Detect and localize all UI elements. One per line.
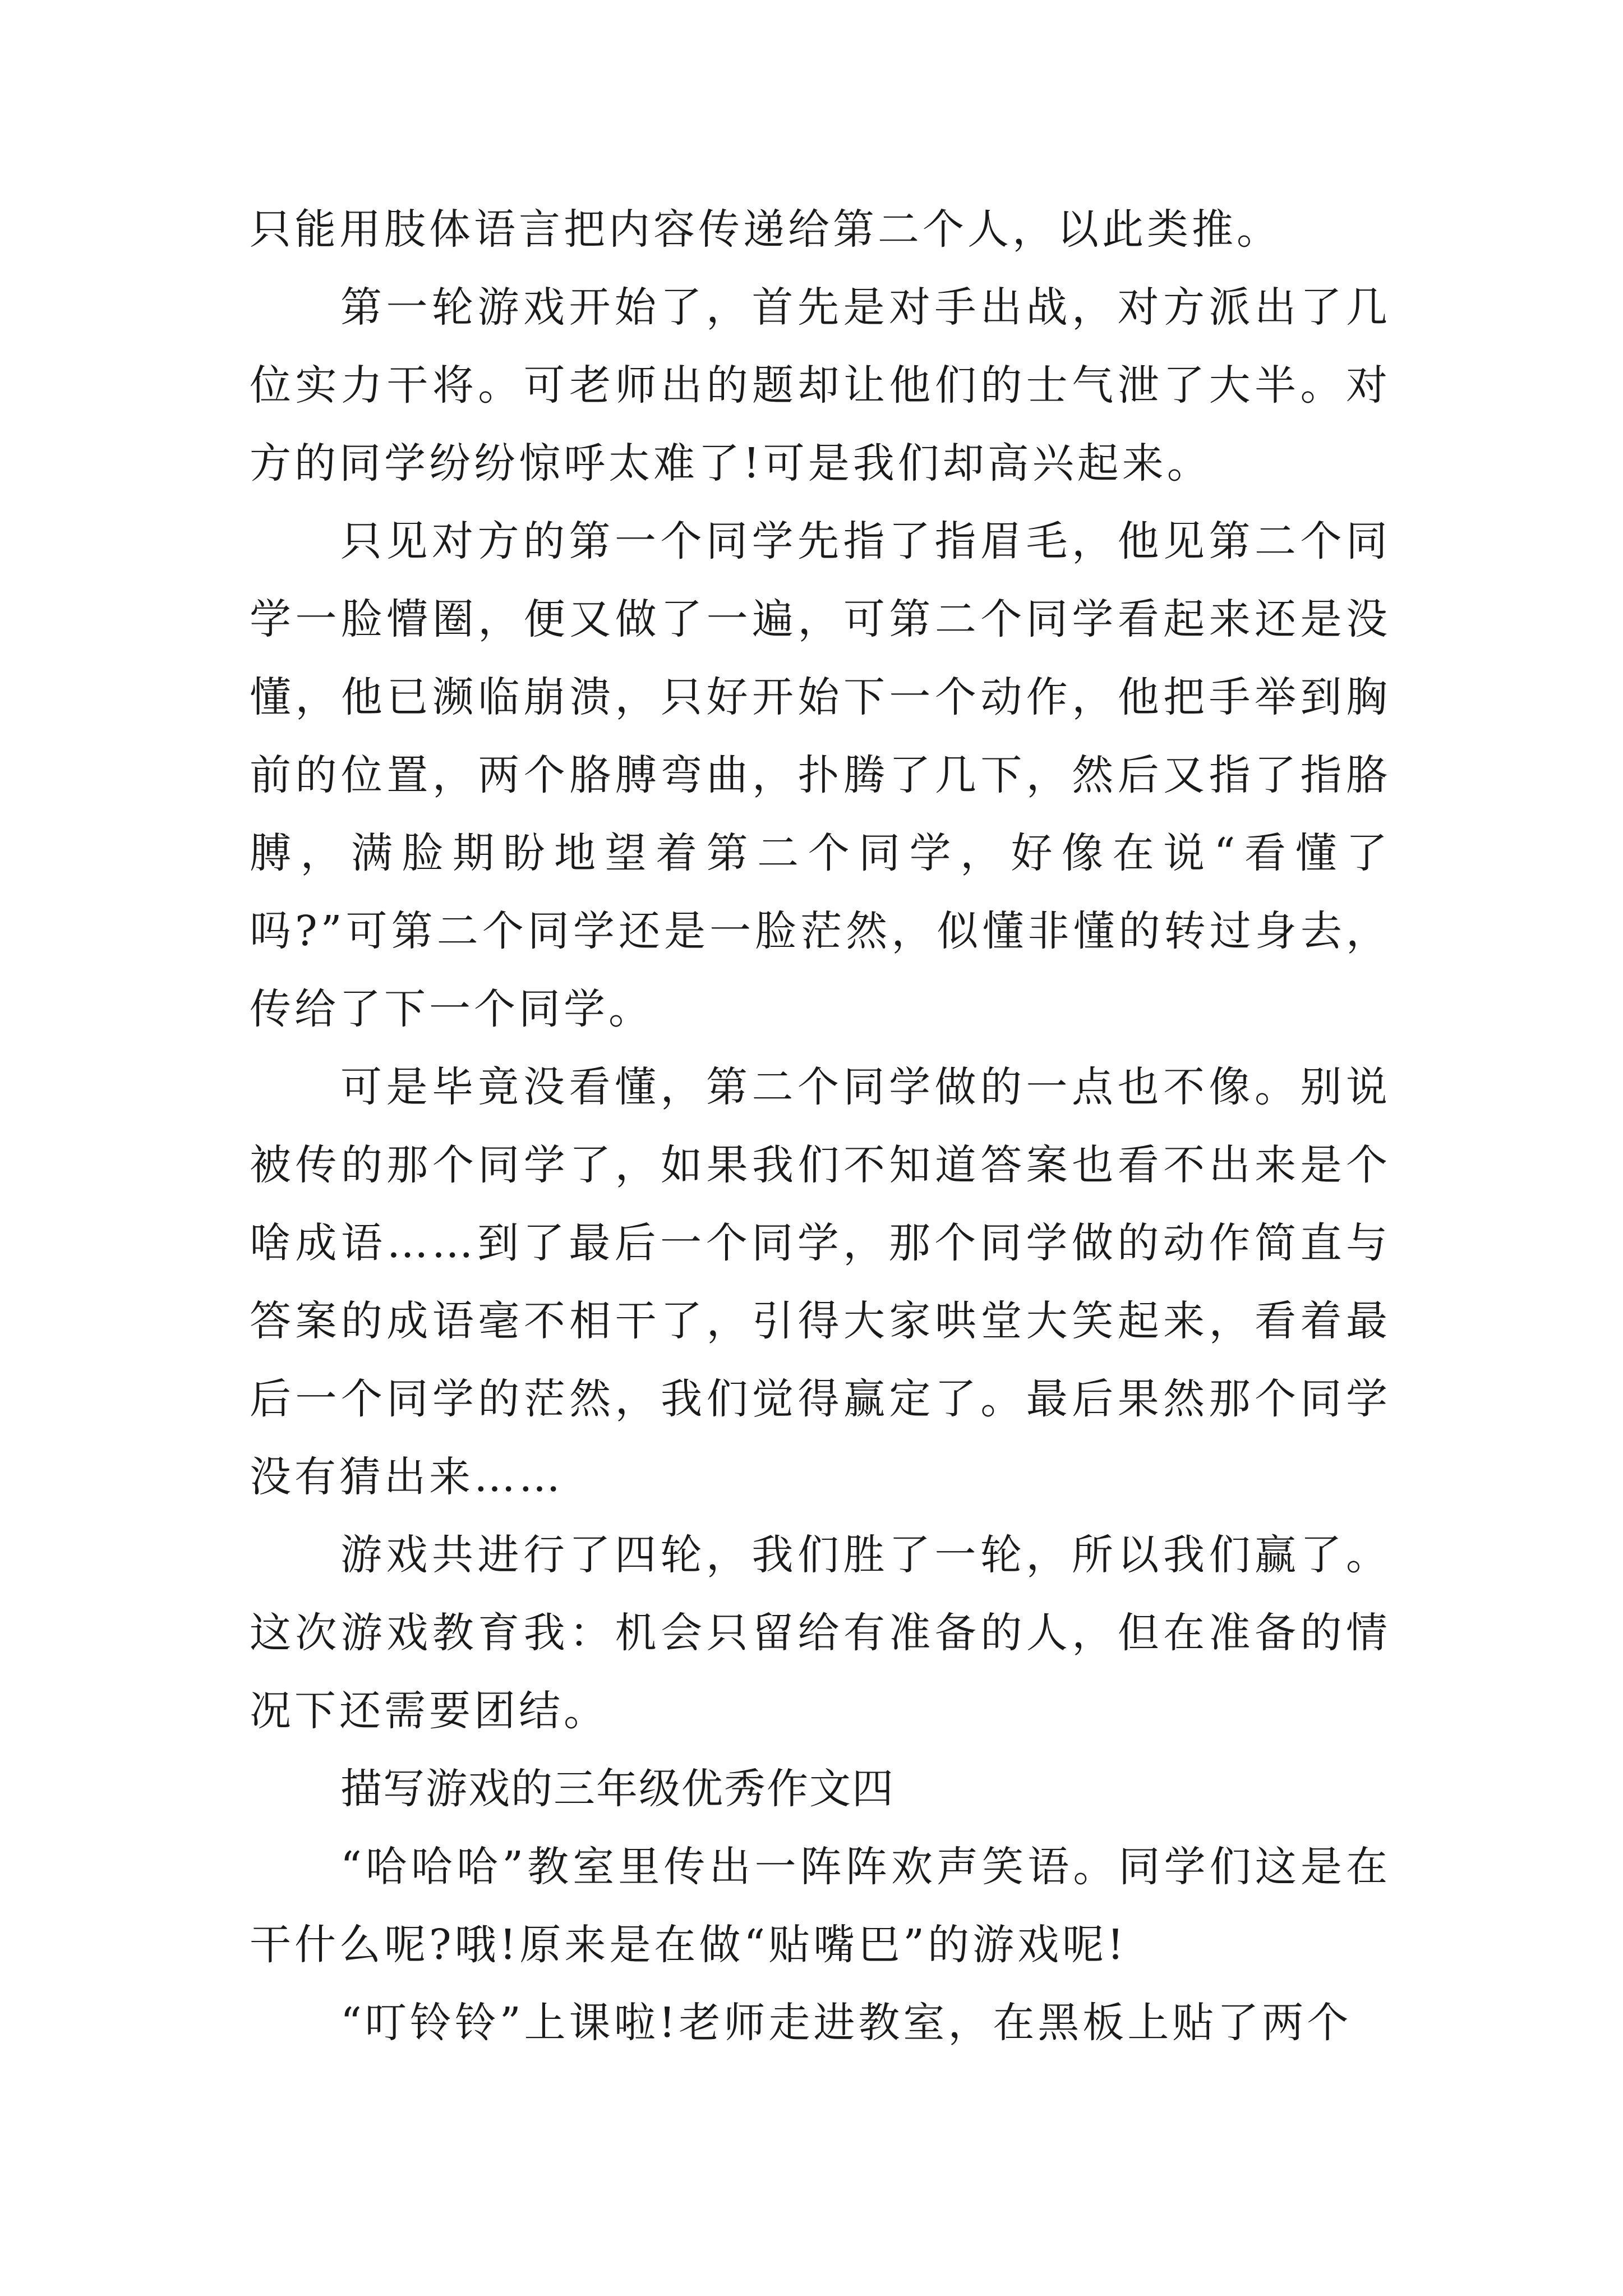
paragraph-laughter: “哈哈哈”教室里传出一阵阵欢声笑语。同学们这是在干什么呢?哦!原来是在做“贴嘴巴”的游戏呢! [250,1843,1391,1969]
paragraph-last-student: 可是毕竟没看懂，第二个同学做的一点也不像。别说被传的那个同学了，如果我们不知道答案也看不出来是个啥成语……到了最后一个同学，那个同学做的动作简直与答案的成语毫不相干了，引得大家哄堂大笑起来，看着最后一个同学的茫然，我们觉得赢定了。最后果然那个同学没有猜出来…… [250,1063,1391,1501]
paragraph-first-round: 第一轮游戏开始了，首先是对手出战，对方派出了几位实力干将。可老师出的题却让他们的士气泄了大半。对方的同学纷纷惊呼太难了!可是我们却高兴起来。 [250,283,1391,487]
essay-heading: 描写游戏的三年级优秀作文四 [340,1765,895,1813]
paragraph-continuation: 只能用肢体语言把内容传递给第二个人，以此类推。 [250,205,1281,254]
paragraph-eyebrow-gesture: 只见对方的第一个同学先指了指眉毛，他见第二个同学一脸懵圈，便又做了一遍，可第二个同学看起来还是没懂，他已濒临崩溃，只好开始下一个动作，他把手举到胸前的位置，两个胳膊弯曲，扑腾了几下，然后又指了指胳膊，满脸期盼地望着第二个同学，好像在说“看懂了吗?”可第二个同学还是一脸茫然，似懂非懂的转过身去，传给了下一个同学。 [250,517,1391,1033]
paragraph-conclusion: 游戏共进行了四轮，我们胜了一轮，所以我们赢了。这次游戏教育我：机会只留给有准备的人，但在准备的情况下还需要团结。 [250,1531,1391,1735]
paragraph-bell: “叮铃铃”上课啦!老师走进教室，在黑板上贴了两个 [340,1999,1352,2047]
document-body [250,191,1391,2062]
